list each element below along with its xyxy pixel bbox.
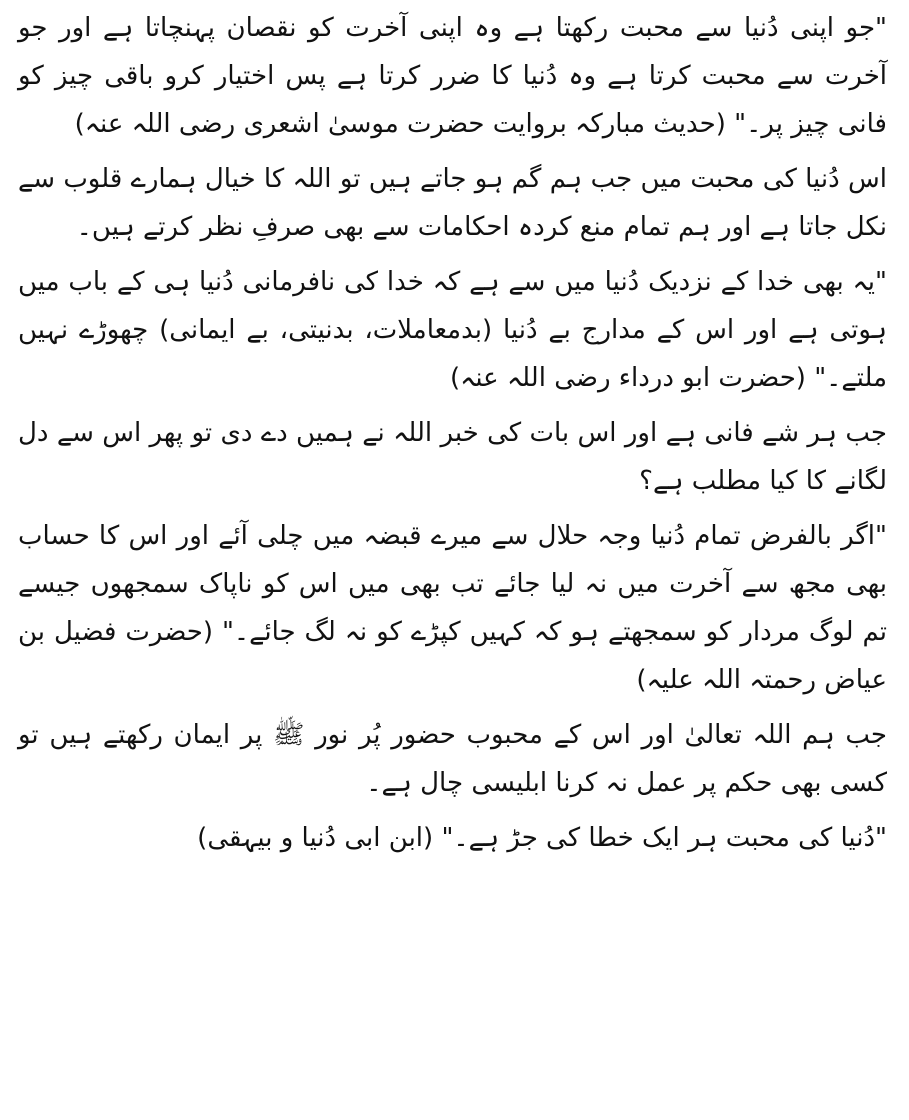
quote-ibn-abi-dunya-bayhaqi: "دُنیا کی محبت ہر ایک خطا کی جڑ ہے۔" (ابن ابی دُنیا و بیہقی) [197, 823, 887, 853]
commentary-everything-perishable: جب ہر شے فانی ہے اور اس بات کی خبر اللہ نے ہمیں دے دی تو پھر اس سے دل لگانے کا کیا مطلب ہے؟ [18, 418, 887, 496]
commentary-faith-and-obedience: جب ہم اللہ تعالیٰ اور اس کے محبوب حضور پُر نور ﷺ پر ایمان رکھتے ہیں تو کسی بھی حکم پر عمل نہ کرنا ابلیسی چال ہے۔ [18, 720, 887, 798]
quote-fudayl-ibn-iyad: "اگر بالفرض تمام دُنیا وجہ حلال سے میرے قبضہ میں چلی آئے اور اس کا حساب بھی مجھ سے آخرت میں نہ لیا جائے تب بھی میں اس کو ناپاک سمجھوں جیسے تم لوگ مردار کو سمجھتے ہو کہ کہیں کپڑے کو نہ لگ جائے۔" (حضرت فضیل بن عیاض رحمتہ اللہ علیہ) [18, 521, 887, 695]
quote-hadith-abu-musa: "جو اپنی دُنیا سے محبت رکھتا ہے وہ اپنی آخرت کو نقصان پہنچاتا ہے اور جو آخرت سے محبت کرتا ہے وہ دُنیا کا ضرر کرتا ہے پس اختیار کرو باقی چیز کو فانی چیز پر۔" (حدیث مبارکہ بروایت حضرت موسیٰ اشعری رضی اللہ عنہ) [18, 13, 887, 139]
quote-abu-darda: "یہ بھی خدا کے نزدیک دُنیا میں سے ہے کہ خدا کی نافرمانی دُنیا ہی کے باب میں ہوتی ہے اور اس کے مدارج بے دُنیا (بدمعاملات، بدنیتی، بے ایمانی) چھوڑے نہیں ملتے۔" (حضرت ابو درداء رضی اللہ عنہ) [18, 267, 887, 393]
commentary-love-of-world: اس دُنیا کی محبت میں جب ہم گم ہو جاتے ہیں تو اللہ کا خیال ہمارے قلوب سے نکل جاتا ہے اور ہم تمام منع کردہ احکامات سے بھی صرفِ نظر کرتے ہیں۔ [18, 164, 887, 242]
